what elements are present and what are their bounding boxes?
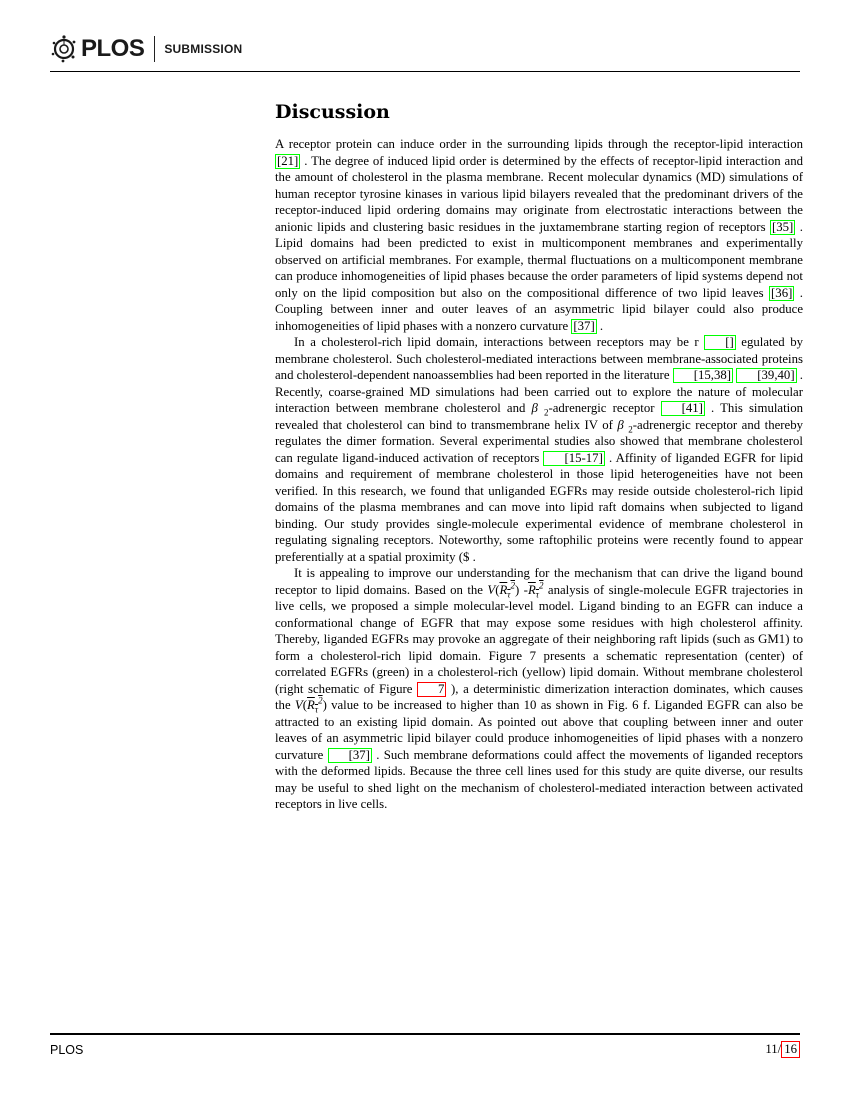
text: . Affinity of liganded EGFR for lipid domains and requirement of membrane cholesterol in those lipid heterogeneities have not been verified. In this research, we found that unliganded EGFRs may reside outside cholesterol-rich lipid domains of the plasma membranes and can move into lipid raft domains when subjected to ligand binding. Our study provides single-molecule experimental evidence of membrane cholesterol in regulating signaling receptors. Noteworthy, some raftophilic proteins were recently found to appear preferentially at a spatial proximity ($ . xyxy=(275,450,804,564)
math-v: V xyxy=(294,698,303,712)
text: value to be increased to higher than 10 as shown in Fig. 6 f. Liganded EGFR can also be attracted to an existing lipid domain. As pointed out above that coupling between inner and outer leaves of an asymmetric lipid bilayer could produce inhomogeneities of lipid phases with a nonzero curvature xyxy=(275,698,803,762)
text: - xyxy=(519,582,528,597)
section-title: Discussion xyxy=(275,101,390,123)
math-overline xyxy=(527,580,544,600)
math-r: R xyxy=(527,582,536,597)
text: . Such membrane deformations could affect the movements of liganded receptors with the deformed lipids. Because the three cell lines used for this study are quite diverse, our results may be useful to shed light on the mechanism of cholesterol-mediated interaction between activated receptors in live cells. xyxy=(275,747,803,811)
text: ), a deterministic dimerization interaction dominates, which causes the xyxy=(275,681,804,712)
math-sub: τ xyxy=(535,589,539,600)
math-r: R xyxy=(499,582,508,597)
text: A receptor protein can induce order in the surrounding lipids through the receptor-lipid interaction xyxy=(275,137,803,151)
math-sup: 2 xyxy=(510,580,516,591)
citation-link[interactable]: [36] xyxy=(771,285,793,300)
citation-link[interactable]: [41] xyxy=(661,401,705,416)
citation-link[interactable]: [37] xyxy=(328,748,372,763)
page-number xyxy=(765,1041,800,1058)
text: . The degree of induced lipid order is determined by the effects of receptor-lipid interaction and the amount of cholesterol in the plasma membrane. Recent molecular dynamics (MD) simulations of human receptor tyrosine kinases in various lipid bilayers revealed that the predominant drivers of the receptor-induced lipid ordering domains may originate from electrostatic interactions between the anionic lipids and clustering basic residues in the juxtamembrane starting region of receptors xyxy=(275,153,803,234)
citation-link[interactable]: [35] xyxy=(772,219,794,234)
page-total-link[interactable]: 16 xyxy=(781,1041,800,1058)
text: analysis of single-molecule EGFR trajectories in live cells, we proposed a simple molecular-level model. Ligand binding to an EGFR can induce a conformational change of EGFR that may expose some residues with high cholesterol affinity. Thereby, liganded EGFRs may provoke an aggregate of their neighboring raft lipids (such as GM1) to form a cholesterol-rich lipid domain. Figure 7 presents a schematic representation (center) of correlated EGFRs (green) in a cholesterol-rich (yellow) lipid domain. Without membrane cholesterol (right schematic of Figure xyxy=(275,582,803,696)
math-sub: τ xyxy=(314,704,319,715)
logo-text: PLOS xyxy=(81,35,145,62)
math-sup: 2 xyxy=(318,695,323,706)
logo-divider xyxy=(154,36,155,62)
text: egulated by membrane cholesterol. Such cholesterol-mediated interactions between membrane-associated proteins and cholesterol-dependent nanoassemblies had been reported in the literature xyxy=(275,335,803,382)
math-v: V xyxy=(487,582,496,597)
paragraph-3: It is appealing to improve our understanding for the mechanism that can drive the ligand bound receptor to lipid domains. Based on the $V(R_\tau^2)$ $-R_\tau^2$ analysis of single-molecule EGFR trajectories in live cells, we proposed a simple molecular-level model. Ligand binding to an EGFR can induce a conformational change of EGFR that may expose some residues with high cholesterol affinity. Thereby, liganded EGFRs may provoke an aggregate of their neighboring raft lipids (such as GM1) to form a cholesterol-rich lipid domain. Figure 7 presents a schematic representation (center) of correlated EGFRs (green) in a cholesterol-rich (yellow) lipid domain. Without membrane cholesterol (right schematic of Figure 7 ), a deterministic dimerization interaction dominates, which causes the $V(R_\tau^2)$ value to be increased to higher than 10 as shown in Fig. 6 f. Liganded EGFR can also be attracted to an existing lipid domain. As pointed out above that coupling between inner and outer leaves of an asymmetric lipid bilayer could produce inhomogeneities of lipid phases with a nonzero curvature [37] . Such membrane deformations could affect the movements of liganded receptors with the deformed lipids. Because the three cell lines used for this study are quite diverse, our results may be useful to shed light on the mechanism of cholesterol-mediated interaction between activated receptors in live cells. xyxy=(275,566,804,811)
header-rule xyxy=(50,71,800,72)
submission-tag: SUBMISSION xyxy=(164,42,243,56)
main-content xyxy=(275,100,803,813)
citation-link[interactable]: [39,40] xyxy=(736,368,796,383)
text: . Recently, coarse-grained MD simulations had been carried out to explore the nature of molecular interaction between membrane cholesterol and xyxy=(275,368,804,415)
figure-link[interactable]: 7 xyxy=(417,682,446,697)
paragraph-2 xyxy=(275,334,803,565)
citation-link[interactable]: [15,38] xyxy=(673,368,733,383)
text: -adrenergic receptor and thereby regulates the dimer formation. Several experimental studies also showed that membrane cholesterol can regulate ligand-induced activation of receptors xyxy=(275,417,804,465)
text: . Coupling between inner and outer leaves of an asymmetric lipid bilayer could also produce inhomogeneities of lipid phases with a nonzero curvature xyxy=(275,285,803,333)
math-sub: τ xyxy=(507,589,511,600)
text: . Lipid domains had been predicted to exist in multicomponent membranes and experimentally observed on artificial membranes. For example, thermal fluctuations on a multicomponent membrane can produce inhomogeneities of lipid phases because the order parameters of lipid systems depend not only on the lipid composition but also on the compositional difference of two lipid leaves xyxy=(275,219,803,300)
math-sup: 2 xyxy=(539,580,544,591)
text: In a cholesterol-rich lipid domain, interactions between receptors may be r xyxy=(294,335,705,349)
text: . This simulation revealed that cholesterol can bind to transmembrane helix IV of xyxy=(275,401,803,432)
citation-link[interactable]: [21] xyxy=(277,153,299,168)
citation-link[interactable]: [] xyxy=(704,335,736,350)
paragraph-1 xyxy=(275,136,803,334)
page-current: 11/ xyxy=(765,1042,782,1056)
citation-link[interactable]: [37] xyxy=(573,318,595,333)
math-r: R xyxy=(307,698,315,712)
subscript: 2 xyxy=(543,407,549,418)
citation-link[interactable]: [15-17] xyxy=(543,451,604,466)
beta-symbol: β xyxy=(617,417,624,432)
plos-logo xyxy=(50,34,242,64)
footer-rule xyxy=(50,1033,800,1035)
page-header xyxy=(50,34,800,70)
beta-symbol: β xyxy=(531,401,538,415)
text: . xyxy=(596,318,604,333)
math-overline xyxy=(499,580,516,600)
subscript: 2 xyxy=(628,424,633,435)
footer-journal: PLOS xyxy=(50,1043,84,1057)
math-overline xyxy=(307,695,323,715)
text: -adrenergic receptor xyxy=(548,401,661,415)
text: It is appealing to improve our understanding for the mechanism that can drive the ligand bound receptor to lipid domains. Based on the xyxy=(275,566,803,597)
plos-logo-icon xyxy=(50,34,78,64)
